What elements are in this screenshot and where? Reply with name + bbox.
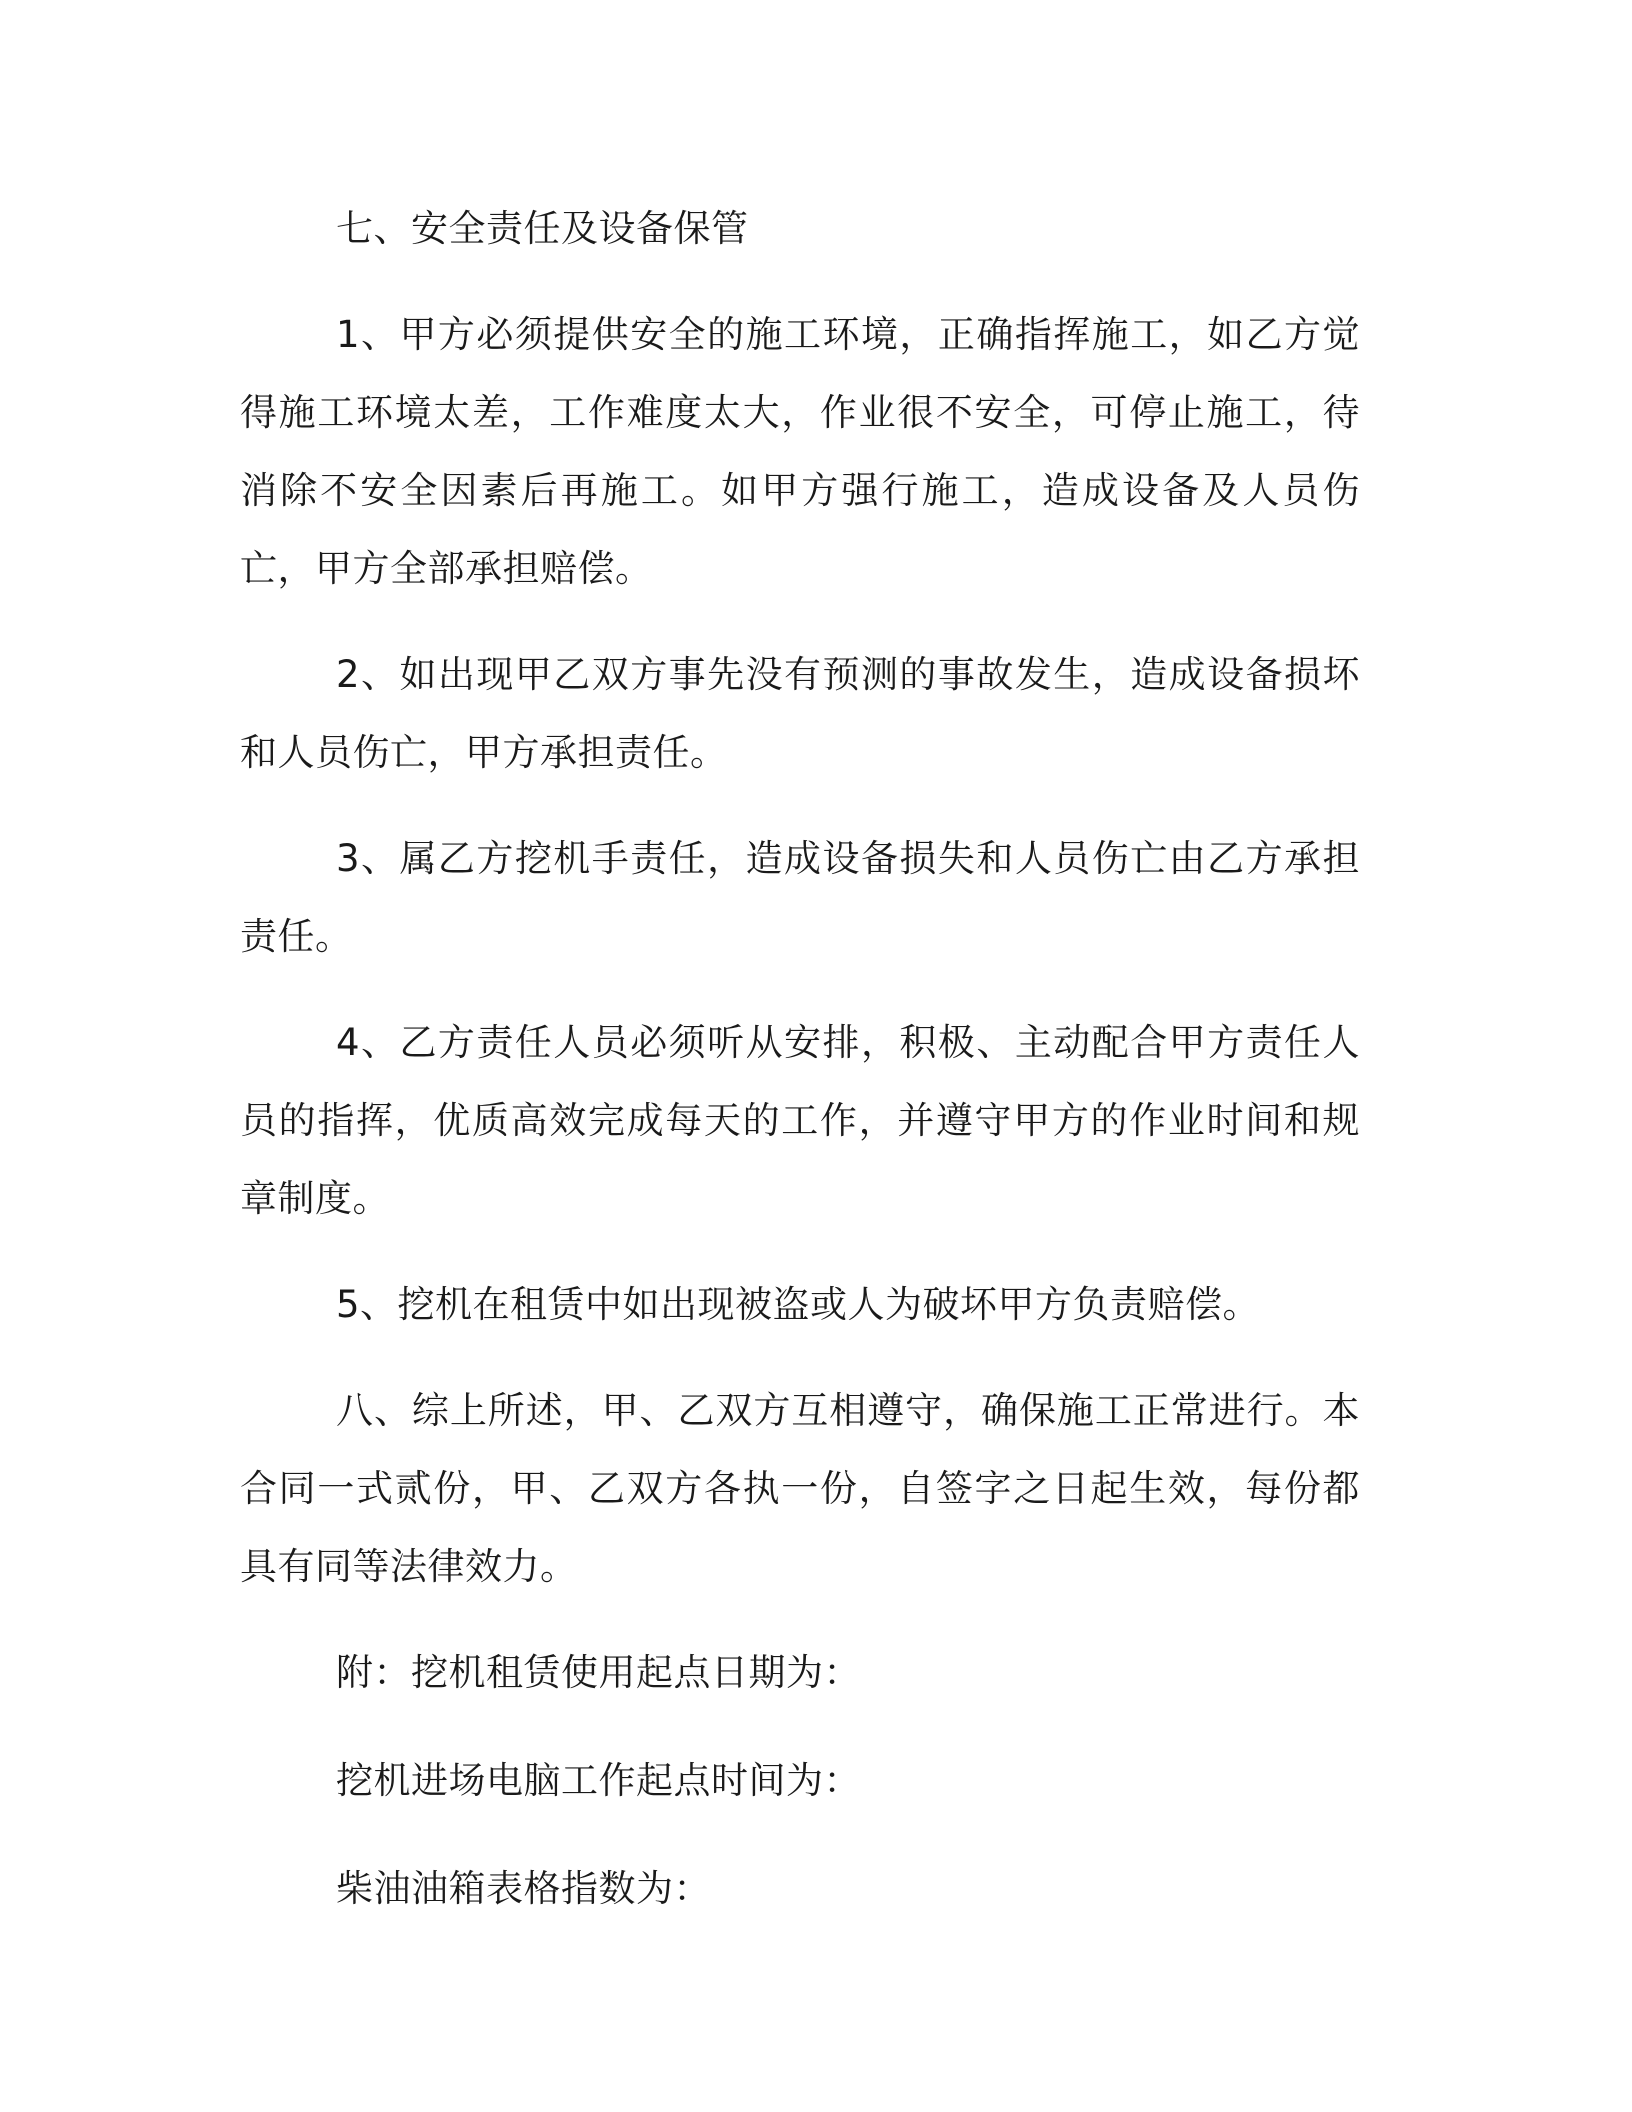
document-body [240,190,1360,1958]
section-7-item-3: 3、属乙方挖机手责任，造成设备损失和人员伤亡由乙方承担责任。 [240,837,1360,958]
section-8-paragraph: 八、综上所述，甲、乙双方互相遵守，确保施工正常进行。本合同一式贰份，甲、乙双方各执一份，自签字之日起生效，每份都具有同等法律效力。 [240,1389,1360,1588]
section-7-item-4: 4、乙方责任人员必须听从安排，积极、主动配合甲方责任人员的指挥，优质高效完成每天的工作，并遵守甲方的作业时间和规章制度。 [240,1021,1360,1220]
section-7-item-1: 1、甲方必须提供安全的施工环境，正确指挥施工，如乙方觉得施工环境太差，工作难度太大，作业很不安全，可停止施工，待消除不安全因素后再施工。如甲方强行施工，造成设备及人员伤亡，甲方全部承担赔偿。 [240,313,1360,590]
section-7-heading: 七、安全责任及设备保管 [336,207,749,250]
section-7-item-2: 2、如出现甲乙双方事先没有预测的事故发生，造成设备损坏和人员伤亡，甲方承担责任。 [240,653,1360,774]
section-7-item-5: 5、挖机在租赁中如出现被盗或人为破坏甲方负责赔偿。 [336,1283,1261,1326]
appendix-start-date: 附：挖机租赁使用起点日期为： [336,1651,861,1694]
appendix-start-time: 挖机进场电脑工作起点时间为： [336,1759,861,1802]
appendix-fuel-index: 柴油油箱表格指数为： [336,1867,711,1910]
